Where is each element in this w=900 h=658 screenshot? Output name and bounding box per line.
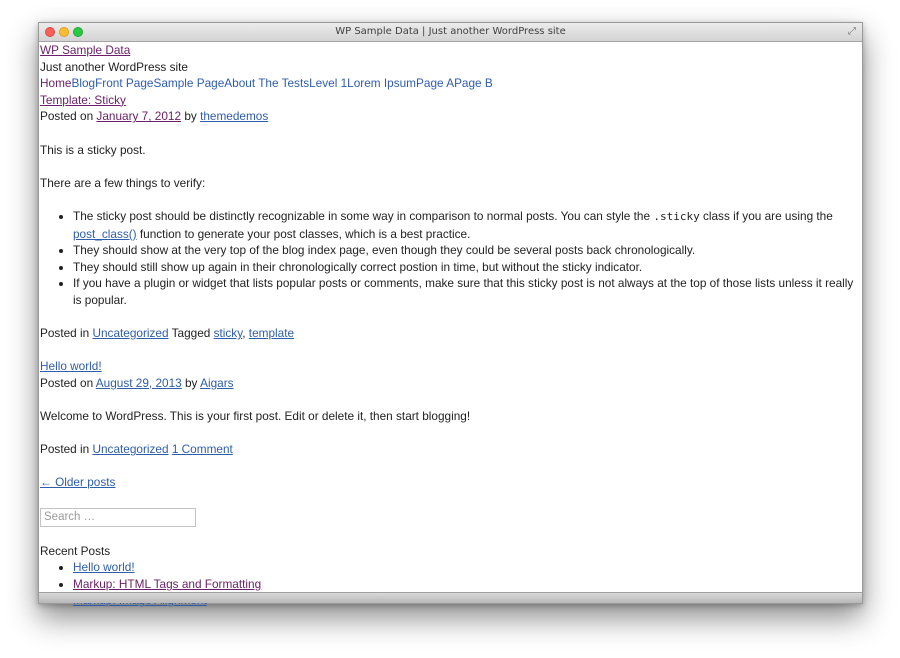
list-item: • The sticky post should be distinctly recognizable in some way in comparison to normal posts. You can style the .sticky class if you are using the post_class() function to generate your post classes, which is a best practice. — [73, 208, 862, 242]
list-item: • They should still show up again in their chronologically correct postion in time, but without the sticky indicator. — [73, 259, 862, 276]
older-posts-link[interactable]: ← Older posts — [40, 475, 116, 490]
list-item: • If you have a plugin or widget that lists popular posts or comments, make sure that this sticky post is not always at the top of those lists unless it really is popular. — [73, 275, 862, 308]
post-footer-meta: Posted in Uncategorized 1 Comment — [40, 442, 233, 457]
nav-item-front-page[interactable]: Front Page — [95, 76, 154, 91]
recent-post-link[interactable]: Markup: HTML Tags and Formatting — [73, 576, 262, 591]
post-meta: Posted on August 29, 2013 by Aigars — [40, 375, 234, 390]
post-title-link[interactable]: Template: Sticky — [40, 92, 126, 107]
post-author-link[interactable]: Aigars — [200, 375, 234, 390]
post-sticky — [40, 92, 862, 342]
post-meta — [40, 108, 862, 125]
post-paragraph: Welcome to WordPress. This is your first post. Edit or delete it, then start blogging! — [40, 409, 471, 424]
tag-link-sticky[interactable]: sticky — [213, 326, 243, 341]
post-title-link[interactable]: Hello world! — [40, 359, 102, 374]
post-paragraph: This is a sticky post. — [40, 142, 146, 157]
post-hello-world — [40, 358, 862, 458]
post-class-link[interactable]: post_class() — [73, 226, 137, 241]
nav-item-page-a[interactable]: Page A — [416, 76, 455, 91]
nav-item-about-the-tests[interactable]: About The Tests — [224, 76, 310, 91]
nav-item-level-1[interactable]: Level 1 — [309, 76, 348, 91]
comments-link[interactable]: 1 Comment — [171, 442, 233, 457]
verify-list — [40, 208, 862, 309]
window-bottom-bar — [39, 592, 862, 603]
recent-post-link[interactable]: Hello world! — [73, 560, 135, 575]
fullscreen-icon[interactable]: ⤢ — [848, 26, 856, 37]
window-title: WP Sample Data | Just another WordPress site — [335, 26, 566, 37]
recent-posts-heading: Recent Posts — [40, 543, 111, 558]
nav-item-lorem-ipsum[interactable]: Lorem Ipsum — [347, 76, 417, 91]
category-link[interactable]: Uncategorized — [92, 442, 169, 457]
page-content — [40, 42, 862, 593]
list-item: • They should show at the very top of the blog index page, even though they could be several posts back chronologically. — [73, 242, 862, 259]
post-footer-meta: Posted in Uncategorized Tagged sticky, template — [40, 326, 295, 341]
post-date-link[interactable]: January 7, 2012 — [96, 109, 182, 124]
site-description: Just another WordPress site — [40, 59, 188, 74]
post-author-link[interactable]: themedemos — [200, 109, 269, 124]
nav-item-sample-page[interactable]: Sample Page — [153, 76, 225, 91]
post-paragraph: There are a few things to verify: — [40, 175, 206, 190]
posted-on-label: Posted on — [40, 109, 94, 124]
site-title-link[interactable]: WP Sample Data — [40, 43, 131, 57]
window-titlebar[interactable] — [39, 23, 862, 42]
category-link[interactable]: Uncategorized — [92, 326, 169, 341]
post-date-link[interactable]: August 29, 2013 — [95, 375, 182, 390]
by-label: by — [184, 109, 197, 124]
nav-item-home[interactable]: Home — [40, 76, 72, 91]
tag-link-template[interactable]: template — [248, 326, 295, 341]
nav-item-page-b[interactable]: Page B — [454, 76, 493, 91]
list-item — [73, 576, 862, 593]
search-input[interactable] — [40, 508, 196, 527]
sticky-class-code: .sticky — [653, 209, 700, 223]
browser-window — [38, 22, 863, 604]
nav-item-blog[interactable]: Blog — [71, 76, 96, 91]
list-item — [73, 559, 862, 576]
primary-navigation — [40, 75, 862, 92]
